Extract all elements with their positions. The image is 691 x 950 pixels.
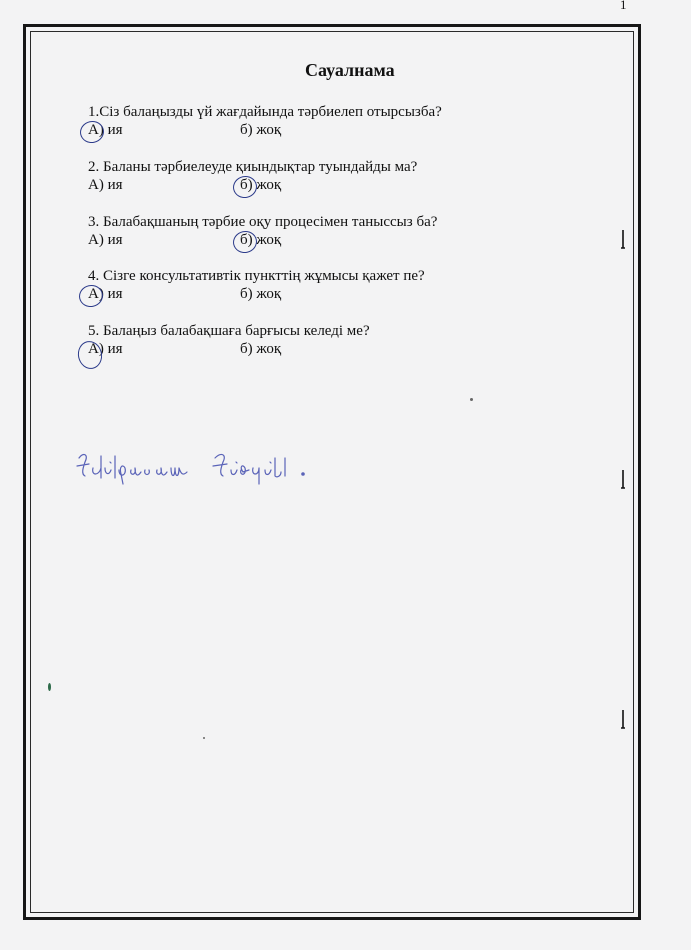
- scan-speck: [203, 737, 205, 739]
- question-2-option-b[interactable]: б) жоқ: [240, 177, 282, 193]
- question-1: 1.Сіз балаңызды үй жағдайында тәрбиелеп отырсызба?: [88, 104, 442, 120]
- margin-tick-mark: [621, 708, 625, 730]
- margin-tick-mark: [621, 228, 625, 250]
- question-5: 5. Балаңыз балабақшаға барғысы келеді ме?: [88, 323, 370, 339]
- question-3: 3. Балабақшаның тәрбие оқу процесімен таныссыз ба?: [88, 214, 438, 230]
- question-4-option-a[interactable]: А) ия: [88, 286, 123, 302]
- question-3-option-b[interactable]: б) жоқ: [240, 232, 282, 248]
- margin-tick-mark: [621, 468, 625, 490]
- question-2: 2. Баланы тәрбиелеуде қиындықтар туындайды ма?: [88, 159, 418, 175]
- handwritten-signature: [75, 448, 345, 488]
- question-5-option-a[interactable]: А) ия: [88, 341, 123, 357]
- page-number: 1: [620, 0, 627, 12]
- question-3-option-a[interactable]: А) ия: [88, 232, 123, 248]
- scan-speck: [48, 683, 51, 691]
- question-5-option-b[interactable]: б) жоқ: [240, 341, 282, 357]
- question-1-option-a[interactable]: А) ия: [88, 122, 123, 138]
- question-2-option-a[interactable]: А) ия: [88, 177, 123, 193]
- question-1-option-b[interactable]: б) жоқ: [240, 122, 282, 138]
- page-title: Сауалнама: [305, 60, 395, 80]
- question-4-option-b[interactable]: б) жоқ: [240, 286, 282, 302]
- scan-speck: [470, 398, 473, 401]
- question-4: 4. Сізге консультативтік пункттің жұмысы қажет пе?: [88, 268, 425, 284]
